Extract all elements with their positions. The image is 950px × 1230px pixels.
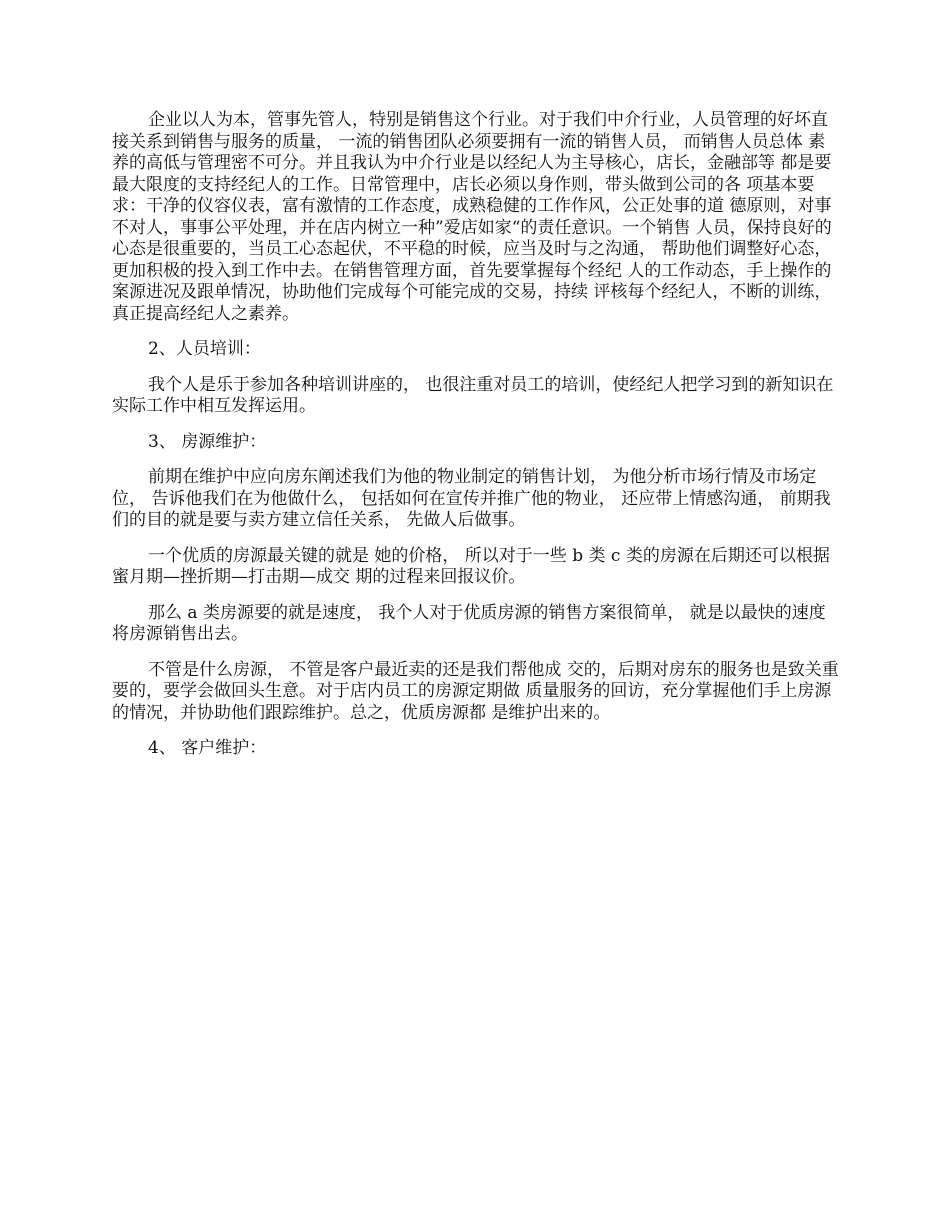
heading-listing-maintenance: 3、 房源维护： [148, 431, 267, 452]
paragraph-listing-early: 前期在维护中应向房东阐述我们为他的物业制定的销售计划， 为他分析市场行情及市场定位， 告诉他我们在为他做什么， 包括如何在宣传并推广他的物业， 还应带上情感沟通， 前期我们的目的就是要与卖方建立信任关系， 先做人后做事。 [112, 467, 831, 530]
paragraph-listing-speed: 那么 a 类房源要的就是速度， 我个人对于优质房源的销售方案很简单， 就是以最快的速度将房源销售出去。 [112, 602, 826, 644]
heading-staff-training: 2、人员培训： [148, 339, 261, 359]
document-page [112, 110, 840, 774]
paragraph-listing-service: 不管是什么房源， 不管是客户最近卖的还是我们帮他成 交的，后期对房东的服务也是致关重要的，要学会做回头生意。对于店内员工的房源定期做 质量服务的回访，充分掌握他们手上房源的情况，并协助他们跟踪维护。总之，优质房源都 是维护出来的。 [112, 659, 839, 723]
paragraph-management: 企业以人为本，管事先管人，特别是销售这个行业。对于我们中介行业，人员管理的好坏直 接关系到销售与服务的质量， 一流的销售团队必须要拥有一流的销售人员， 而销售人员总体 素养的高低与管理密不可分。并且我认为中介行业是以经纪人为主导核心，店长，金融部等 都是要最大限度的支持经纪人的工作。日常管理中，店长必须以身作则，带头做到公司的各 项基本要求：干净的仪容仪表，富有激情的工作态度，成熟稳健的工作作风，公正处事的道 德原则，对事不对人，事事公平处理，并在店内树立一种”爱店如家“的责任意识。一个销售 人员，保持良好的心态是很重要的，当员工心态起伏，不平稳的时候，应当及时与之沟通， 帮助他们调整好心态，更加积极的投入到工作中去。在销售管理方面，首先要掌握每个经纪 人的工作动态，手上操作的案源进况及跟单情况，协助他们完成每个可能完成的交易，持续 评核每个经纪人，不断的训练，真正提高经纪人之素养。 [112, 110, 832, 324]
heading-client-maintenance: 4、 客户维护： [148, 738, 267, 758]
paragraph-listing-price: 一个优质的房源最关键的就是 她的价格， 所以对于一些 b 类 c 类的房源在后期还可以根据蜜月期—挫折期—打击期—成交 期的过程来回报议价。 [112, 545, 830, 587]
paragraph-training: 我个人是乐于参加各种培训讲座的， 也很注重对员工的培训，使经纪人把学习到的新知识在实际工作中相互发挥运用。 [112, 374, 834, 416]
